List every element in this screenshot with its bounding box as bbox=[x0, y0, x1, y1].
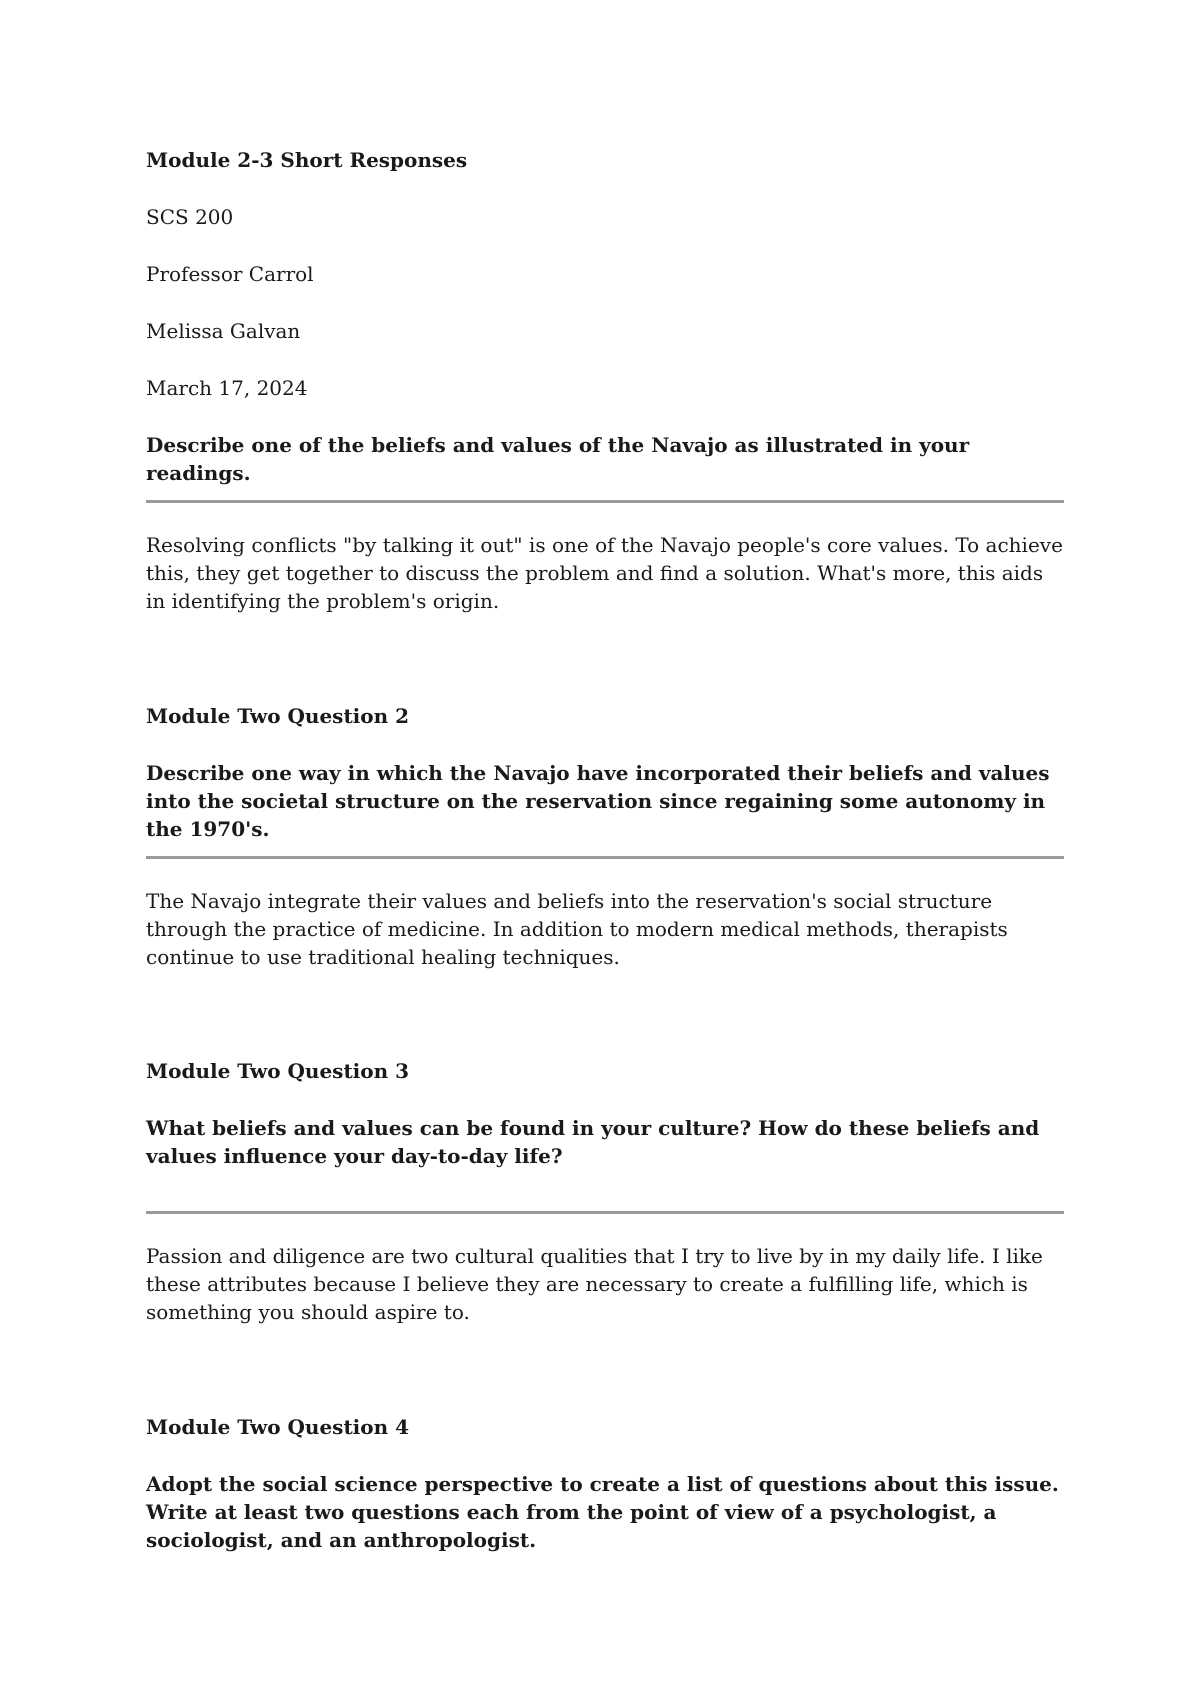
question-1-text: Describe one of the beliefs and values of the Navajo as illustrated in your readings. bbox=[146, 433, 970, 485]
professor-name: Professor Carrol bbox=[146, 262, 314, 286]
answer-1-text: Resolving conflicts "by talking it out" is one of the Navajo people's core values. To achieve this, they get together to discuss the problem and find a solution. What's more, this aids in identifying the problem's origin. bbox=[146, 533, 1063, 613]
answer-2-text: The Navajo integrate their values and beliefs into the reservation's social structure through the practice of medicine. In addition to modern medical methods, therapists continue to use traditional healing techniques. bbox=[146, 889, 1008, 969]
question-4-text: Adopt the social science perspective to create a list of questions about this issue. Write at least two questions each from the point of view of a psychologist, a sociologist, and an anthropologist. bbox=[146, 1472, 1059, 1552]
question-4-heading: Module Two Question 4 bbox=[146, 1415, 410, 1439]
answer-divider-3 bbox=[146, 1211, 1064, 1214]
question-2-text: Describe one way in which the Navajo have incorporated their beliefs and values into the societal structure on the reservation since regaining some autonomy in the 1970's. bbox=[146, 761, 1050, 841]
document-title: Module 2-3 Short Responses bbox=[146, 148, 468, 172]
course-code: SCS 200 bbox=[146, 205, 234, 229]
answer-divider-1 bbox=[146, 500, 1064, 503]
student-name: Melissa Galvan bbox=[146, 319, 301, 343]
question-3-heading: Module Two Question 3 bbox=[146, 1059, 410, 1083]
question-3-text: What beliefs and values can be found in your culture? How do these beliefs and values influence your day-to-day life? bbox=[146, 1116, 1040, 1168]
answer-3-text: Passion and diligence are two cultural qualities that I try to live by in my daily life. I like these attributes because I believe they are necessary to create a fulfilling life, which is something you should aspire to. bbox=[146, 1244, 1043, 1324]
question-2-heading: Module Two Question 2 bbox=[146, 704, 410, 728]
document-date: March 17, 2024 bbox=[146, 376, 308, 400]
answer-divider-2 bbox=[146, 856, 1064, 859]
